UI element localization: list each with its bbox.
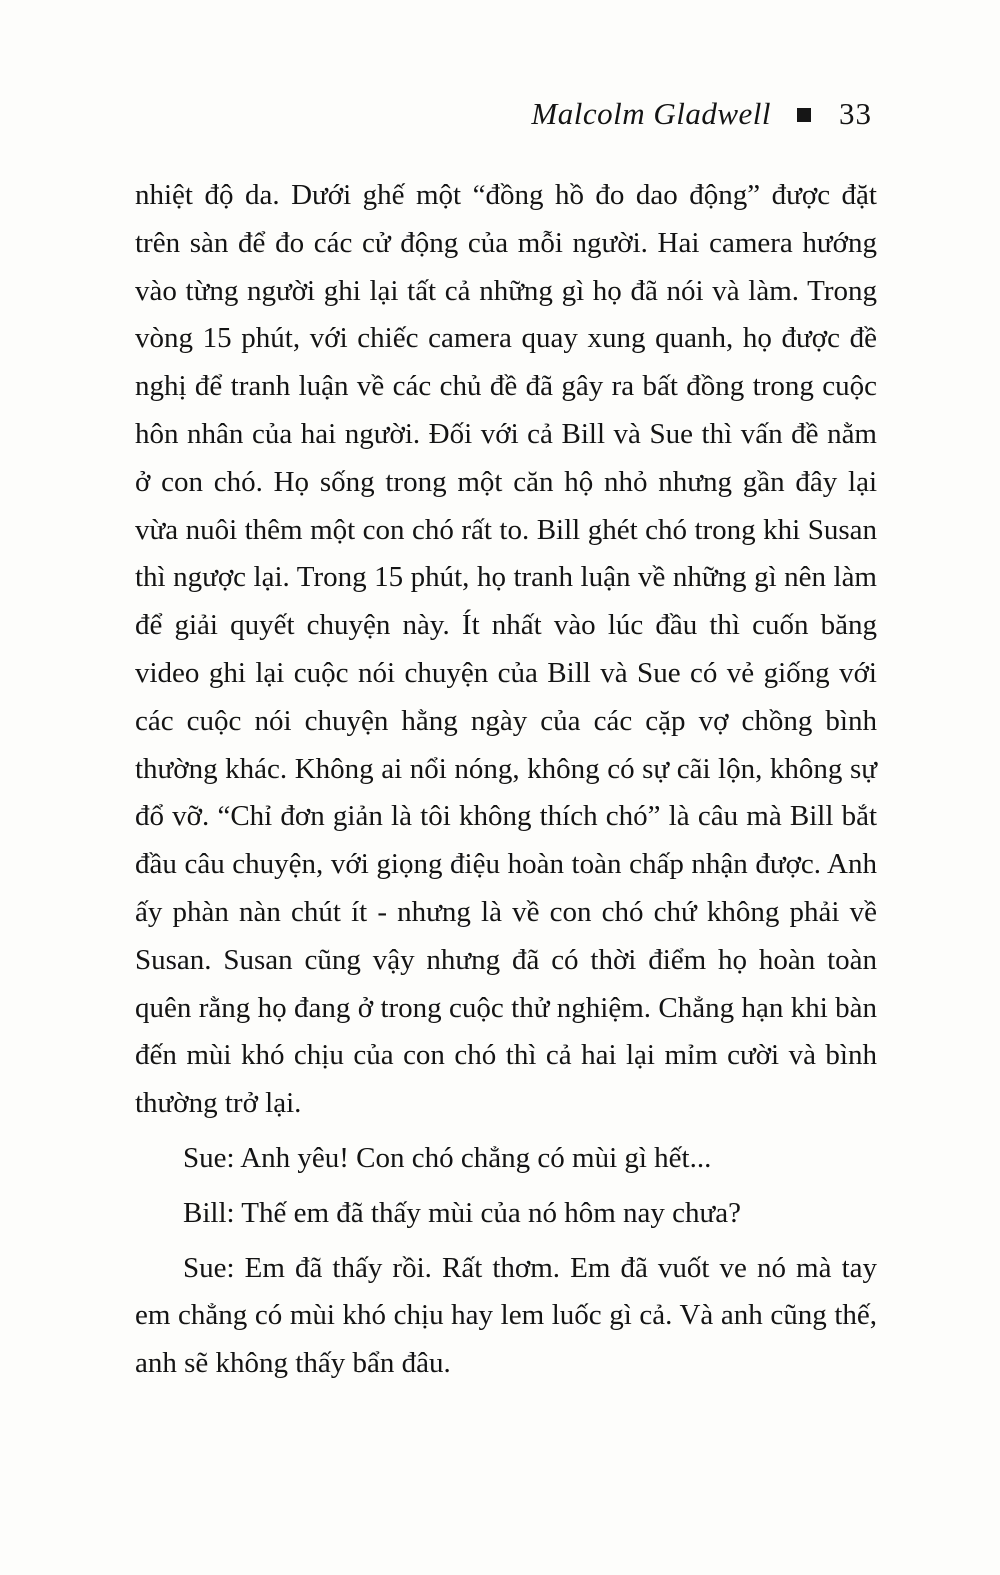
running-header (135, 96, 872, 132)
paragraph-dialog-sue-2: Sue: Em đã thấy rồi. Rất thơm. Em đã vuốt ve nó mà tay em chẳng có mùi khó chịu hay lem luốc gì cả. Và anh cũng thế, anh sẽ không thấy bẩn đâu. (135, 1251, 877, 1380)
square-bullet-icon (797, 108, 811, 122)
page-number: 33 (839, 96, 872, 131)
paragraph-dialog-bill: Bill: Thế em đã thấy mùi của nó hôm nay chưa? (183, 1196, 741, 1229)
paragraph-body: nhiệt độ da. Dưới ghế một “đồng hồ đo dao động” được đặt trên sàn để đo các cử động của mỗi người. Hai camera hướng vào từng người ghi lại tất cả những gì họ đã nói và làm. Trong vòng 15 phút, với chiếc camera quay xung quanh, họ được đề nghị để tranh luận về các chủ đề đã gây ra bất đồng trong cuộc hôn nhân của hai người. Đối với cả Bill và Sue thì vấn đề nằm ở con chó. Họ sống trong một căn hộ nhỏ nhưng gần đây lại vừa nuôi thêm một con chó rất to. Bill ghét chó trong khi Susan thì ngược lại. Trong 15 phút, họ tranh luận về những gì nên làm để giải quyết chuyện này. Ít nhất vào lúc đầu thì cuốn băng video ghi lại cuộc nói chuyện của Bill và Sue có vẻ giống với các cuộc nói chuyện hằng ngày của các cặp vợ chồng bình thường khác. Không ai nổi nóng, không có sự cãi lộn, không sự đổ vỡ. “Chỉ đơn giản là tôi không thích chó” là câu mà Bill bắt đầu câu chuyện, với giọng điệu hoàn toàn chấp nhận được. Anh ấy phàn nàn chút ít - nhưng là về con chó chứ không phải về Susan. Susan cũng vậy nhưng đã có thời điểm họ hoàn toàn quên rằng họ đang ở trong cuộc thử nghiệm. Chẳng hạn khi bàn đến mùi khó chịu của con chó thì cả hai lại mỉm cười và bình thường trở lại. (135, 179, 877, 1120)
running-header-author: Malcolm Gladwell (531, 96, 771, 131)
page-body-text (135, 172, 877, 1388)
paragraph-dialog-sue-1: Sue: Anh yêu! Con chó chẳng có mùi gì hết... (183, 1141, 712, 1174)
